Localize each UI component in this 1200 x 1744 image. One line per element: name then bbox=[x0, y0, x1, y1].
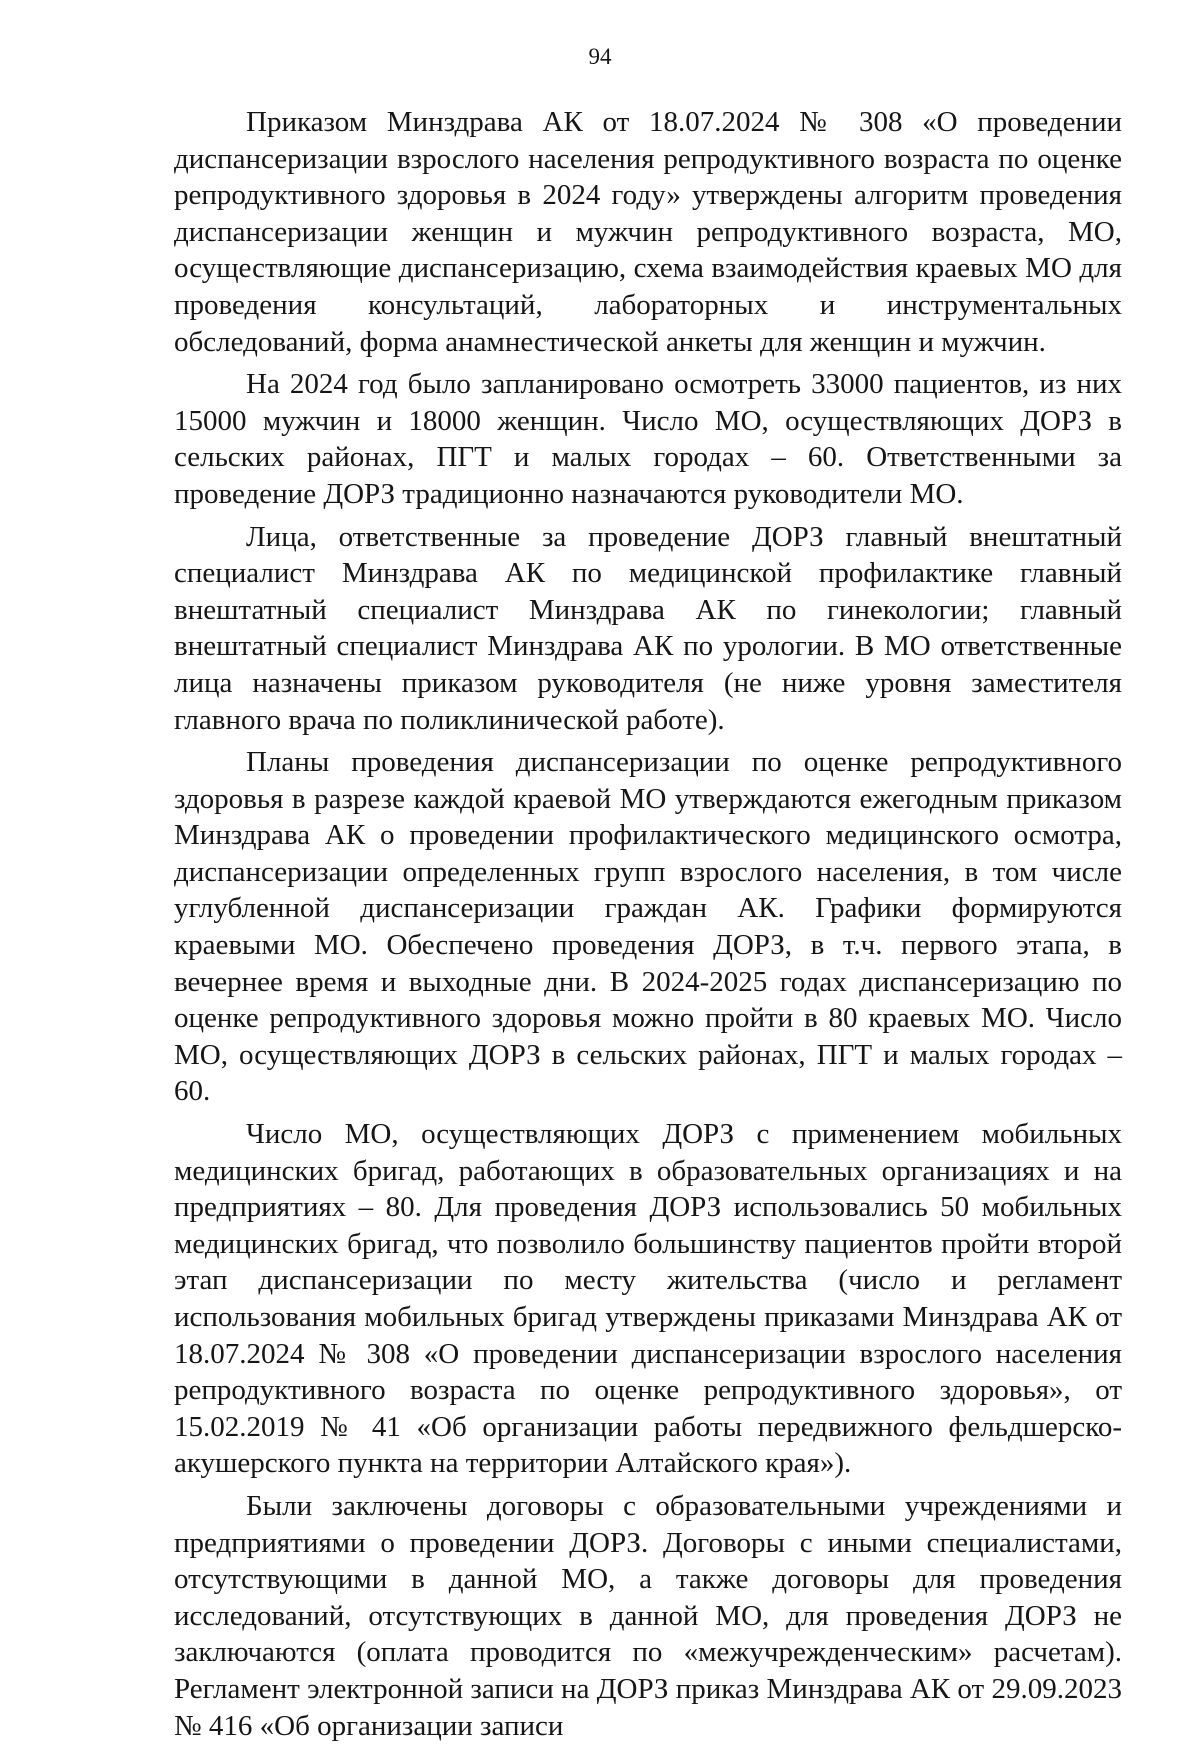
paragraph-contracts: Были заключены договоры с образовательными учреждениями и предприятиями о проведении ДОРЗ. Договоры с иными специалистами, отсутствующими в данной МО, а также договоры для проведения исследований, отсутствующих в данной МО, для проведения ДОРЗ не заключаются (оплата проводится по «межучрежденческим» расчетам). Регламент электронной записи на ДОРЗ приказ Минздрава АК от 29.09.2023 № 416 «Об организации записи bbox=[174, 1489, 1122, 1742]
paragraph-plan-2024: На 2024 год было запланировано осмотреть 33000 пациентов, из них 15000 мужчин и 18000 женщин. Число МО, осуществляющих ДОРЗ в сельских районах, ПГТ и малых городах – 60. Ответственными за проведение ДОРЗ традиционно назначаются руководители МО. bbox=[174, 368, 1122, 510]
document-body bbox=[174, 104, 1122, 1744]
paragraph-mobile-teams: Число МО, осуществляющих ДОРЗ с применением мобильных медицинских бригад, работающих в образовательных организациях и на предприятиях – 80. Для проведения ДОРЗ использовались 50 мобильных медицинских бригад, что позволило большинству пациентов пройти второй этап диспансеризации по месту жительства (число и регламент использования мобильных бригад утверждены приказами Минздрава АК от 18.07.2024 № 308 «О проведении диспансеризации взрослого населения репродуктивного возраста по оценке репродуктивного здоровья», от 15.02.2019 № 41 «Об организации работы передвижного фельдшерско-акушерского пункта на территории Алтайского края»). bbox=[174, 1118, 1122, 1480]
paragraph-schedules: Планы проведения диспансеризации по оценке репродуктивного здоровья в разрезе каждой краевой МО утверждаются ежегодным приказом Минздрава АК о проведении профилактического медицинского осмотра, диспансеризации определенных групп взрослого населения, в том числе углубленной диспансеризации граждан АК. Графики формируются краевыми МО. Обеспечено проведения ДОРЗ, в т.ч. первого этапа, в вечернее время и выходные дни. В 2024-2025 годах диспансеризацию по оценке репродуктивного здоровья можно пройти в 80 краевых МО. Число МО, осуществляющих ДОРЗ в сельских районах, ПГТ и малых городах – 60. bbox=[174, 746, 1122, 1108]
paragraph-responsible-persons: Лица, ответственные за проведение ДОРЗ главный внештатный специалист Минздрава АК по медицинской профилактике главный внештатный специалист Минздрава АК по гинекологии; главный внештатный специалист Минздрава АК по урологии. В МО ответственные лица назначены приказом руководителя (не ниже уровня заместителя главного врача по поликлинической работе). bbox=[174, 520, 1122, 736]
page-number: 94 bbox=[588, 44, 612, 69]
paragraph-order-308: Приказом Минздрава АК от 18.07.2024 № 308 «О проведении диспансеризации взрослого населения репродуктивного возраста по оценке репродуктивного здоровья в 2024 году» утверждены алгоритм проведения диспансеризации женщин и мужчин репродуктивного возраста, МО, осуществляющие диспансеризацию, схема взаимодействия краевых МО для проведения консультаций, лабораторных и инструментальных обследований, форма анамнестической анкеты для женщин и мужчин. bbox=[174, 106, 1122, 358]
